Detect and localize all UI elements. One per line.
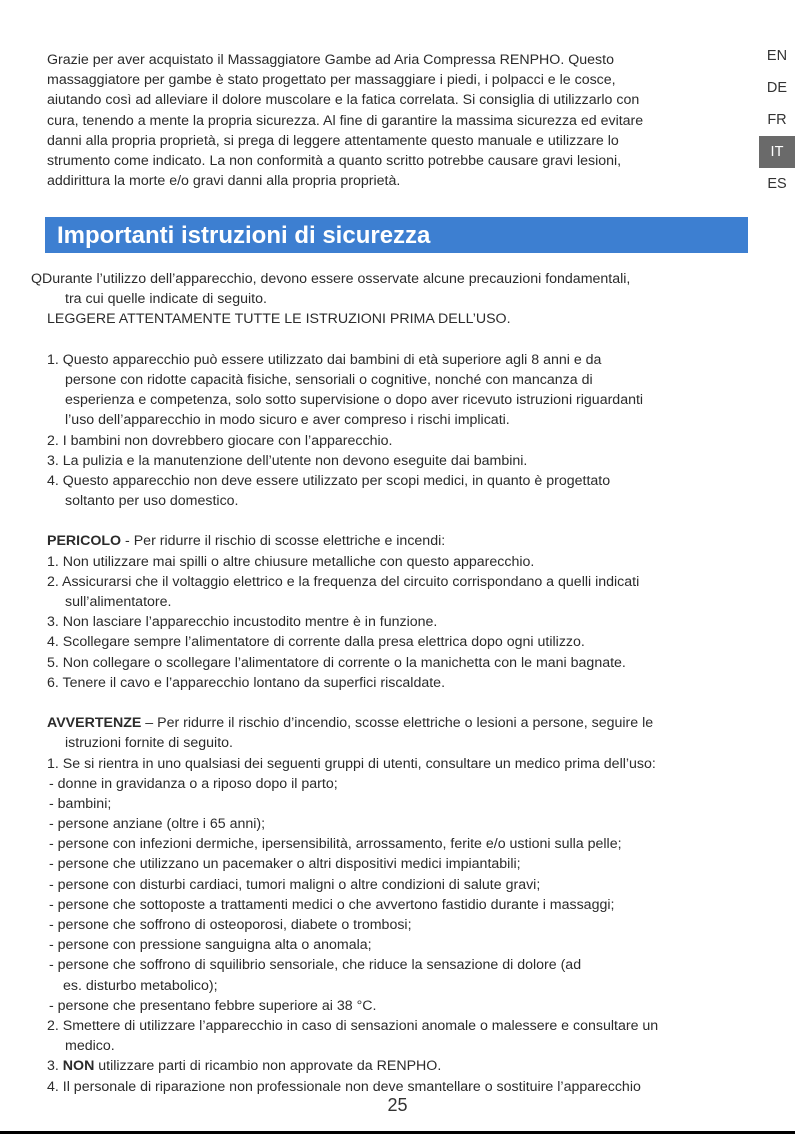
line-text: 4. Questo apparecchio non deve essere utilizzato per scopi medici, in quanto è progettato — [47, 472, 611, 489]
text-line — [31, 612, 761, 632]
line-text: 3. La pulizia e la manutenzione dell’utente non devono eseguite dai bambini. — [47, 452, 528, 469]
text-line — [31, 632, 761, 652]
text-line — [31, 531, 761, 551]
text-line — [31, 976, 761, 996]
text-line — [31, 431, 761, 451]
intro-line: addirittura la morte e/o gravi danni alla propria proprietà. — [47, 173, 401, 190]
text-line — [31, 471, 761, 491]
intro-line: danni alla propria proprietà, si prega di leggere attentamente questo manuale e utilizzare lo — [47, 132, 619, 149]
text-line — [31, 350, 761, 370]
bold-keyword: NON — [62, 1058, 95, 1075]
line-text: 2. I bambini non dovrebbero giocare con l’apparecchio. — [47, 432, 393, 449]
language-tab-en[interactable]: EN — [766, 48, 788, 64]
intro-line: Grazie per aver acquistato il Massaggiatore Gambe ad Aria Compressa RENPHO. Questo — [47, 52, 614, 68]
line-text: - persone che sottoposte a trattamenti medici o che avvertono fastidio durante i massaggi; — [49, 896, 615, 913]
line-text: – Per ridurre il rischio d’incendio, scosse elettriche o lesioni a persone, seguire le — [141, 715, 654, 732]
text-line — [31, 1016, 761, 1036]
text-line — [31, 653, 761, 673]
text-line — [31, 572, 761, 592]
text-line — [31, 592, 761, 612]
line-text: medico. — [65, 1038, 115, 1055]
line-text: esperienza e competenza, solo sotto supervisione o dopo aver ricevuto istruzioni riguardanti — [65, 392, 644, 409]
text-line — [31, 875, 761, 895]
section-title: Importanti istruzioni di sicurezza — [57, 222, 431, 249]
text-line — [31, 713, 761, 733]
line-text: l’uso dell’apparecchio in modo sicuro e aver compreso i rischi implicati. — [65, 412, 510, 429]
language-tab-it[interactable]: IT — [759, 136, 795, 168]
line-text: tra cui quelle indicate di seguito. — [65, 291, 267, 308]
line-text: istruzioni fornite di seguito. — [65, 735, 233, 752]
list-number: 3. — [47, 1058, 63, 1075]
language-tab-es[interactable]: ES — [767, 176, 787, 192]
text-line — [31, 673, 761, 693]
line-text: 5. Non collegare o scollegare l’alimentatore di corrente o la manichetta con le mani bagnate. — [47, 654, 626, 671]
line-text: - persone con disturbi cardiaci, tumori maligni o altre condizioni di salute gravi; — [49, 876, 541, 893]
text-line — [31, 451, 761, 471]
line-text: - persone anziane (oltre i 65 anni); — [49, 816, 266, 833]
text-line — [31, 552, 761, 572]
line-text: utilizzare parti di ricambio non approvate da RENPHO. — [94, 1058, 442, 1075]
line-text: persone con ridotte capacità fisiche, sensoriali o cognitive, nonché con mancanza di — [65, 371, 593, 388]
line-text: 1. Se si rientra in uno qualsiasi dei seguenti gruppi di utenti, consultare un medico prima dell’uso: — [47, 755, 656, 772]
text-line — [31, 390, 761, 410]
text-line — [31, 491, 761, 511]
line-text: sull’alimentatore. — [65, 594, 172, 610]
text-line — [31, 996, 761, 1016]
line-text: 4. Il personale di riparazione non professionale non deve smantellare o sostituire l’apparecchio — [47, 1078, 641, 1095]
text-line — [31, 895, 761, 915]
line-text: 3. Non lasciare l’apparecchio incustodito mentre è in funzione. — [47, 614, 438, 631]
line-text: - persone che utilizzano un pacemaker o altri dispositivi medici impiantabili; — [49, 856, 521, 873]
paragraph-gap — [31, 693, 761, 713]
line-text: - Per ridurre il rischio di scosse elettriche e incendi: — [121, 533, 446, 550]
intro-line: strumento come indicato. La non conformità a quanto scritto potrebbe causare gravi lesioni, — [47, 153, 622, 170]
language-nav — [759, 40, 795, 200]
text-line — [31, 814, 761, 834]
line-text: - persone che presentano febbre superiore ai 38 °C. — [49, 997, 377, 1014]
text-line — [31, 834, 761, 854]
language-tab-de[interactable]: DE — [766, 80, 788, 96]
bold-keyword: PERICOLO — [47, 533, 122, 550]
text-line — [31, 754, 761, 774]
text-line — [31, 1077, 761, 1097]
line-text: 2. Smettere di utilizzare l’apparecchio in caso di sensazioni anomale o malessere e consultare un — [47, 1017, 659, 1034]
text-line — [31, 269, 761, 289]
line-text: - donne in gravidanza o a riposo dopo il parto; — [49, 775, 338, 792]
text-line — [31, 733, 761, 753]
text-line — [31, 1036, 761, 1056]
line-text: - bambini; — [49, 795, 112, 812]
line-text: - persone con pressione sanguigna alta o anomala; — [49, 937, 372, 954]
intro-line: cura, tenendo a mente la propria sicurezza. Al fine di garantire la massima sicurezza ed evitare — [47, 112, 644, 129]
text-line — [31, 289, 761, 309]
line-text: 6. Tenere il cavo e l’apparecchio lontano da superfici riscaldate. — [47, 674, 446, 691]
line-text: QDurante l’utilizzo dell’apparecchio, devono essere osservate alcune precauzioni fondamentali, — [31, 271, 631, 287]
text-line — [31, 915, 761, 935]
paragraph-gap — [31, 330, 761, 350]
text-line — [31, 370, 761, 390]
line-text: LEGGERE ATTENTAMENTE TUTTE LE ISTRUZIONI PRIMA DELL’USO. — [47, 311, 511, 328]
line-text: 1. Non utilizzare mai spilli o altre chiusure metalliche con questo apparecchio. — [47, 553, 535, 570]
text-line — [31, 774, 761, 794]
text-line — [31, 1056, 761, 1076]
intro-paragraph — [47, 50, 747, 191]
line-text: - persone che soffrono di osteoporosi, diabete o trombosi; — [49, 917, 412, 933]
line-text: 1. Questo apparecchio può essere utilizzato dai bambini di età superiore agli 8 anni e da — [47, 351, 602, 368]
bold-keyword: AVVERTENZE — [47, 715, 142, 732]
line-text: - persone con infezioni dermiche, ipersensibilità, arrossamento, ferite e/o ustioni sulla pelle; — [49, 836, 622, 853]
bottom-rule — [0, 1131, 795, 1134]
section-banner — [45, 217, 748, 253]
intro-line: aiutando così ad alleviare il dolore muscolare e la fatica correlata. Si consiglia di utilizzarlo con — [47, 92, 640, 109]
text-line — [31, 309, 761, 329]
line-text: soltanto per uso domestico. — [65, 493, 239, 510]
paragraph-gap — [31, 511, 761, 531]
text-line — [31, 794, 761, 814]
text-line — [31, 854, 761, 874]
line-text: 4. Scollegare sempre l’alimentatore di corrente dalla presa elettrica dopo ogni utilizzo. — [47, 634, 585, 651]
text-line — [31, 935, 761, 955]
intro-line: massaggiatore per gambe è stato progettato per massaggiare i piedi, i polpacci e le cosce, — [47, 72, 616, 89]
language-tab-fr[interactable]: FR — [767, 112, 787, 128]
text-line — [31, 955, 761, 975]
line-text: es. disturbo metabolico); — [63, 977, 218, 994]
line-text: 2. Assicurarsi che il voltaggio elettrico e la frequenza del circuito corrispondano a quelli indicati — [47, 573, 640, 590]
safety-instructions — [31, 269, 761, 1097]
line-text: - persone che soffrono di squilibrio sensoriale, che riduce la sensazione di dolore (ad — [49, 957, 582, 974]
page-number: 25 — [387, 1095, 408, 1115]
text-line — [31, 410, 761, 430]
